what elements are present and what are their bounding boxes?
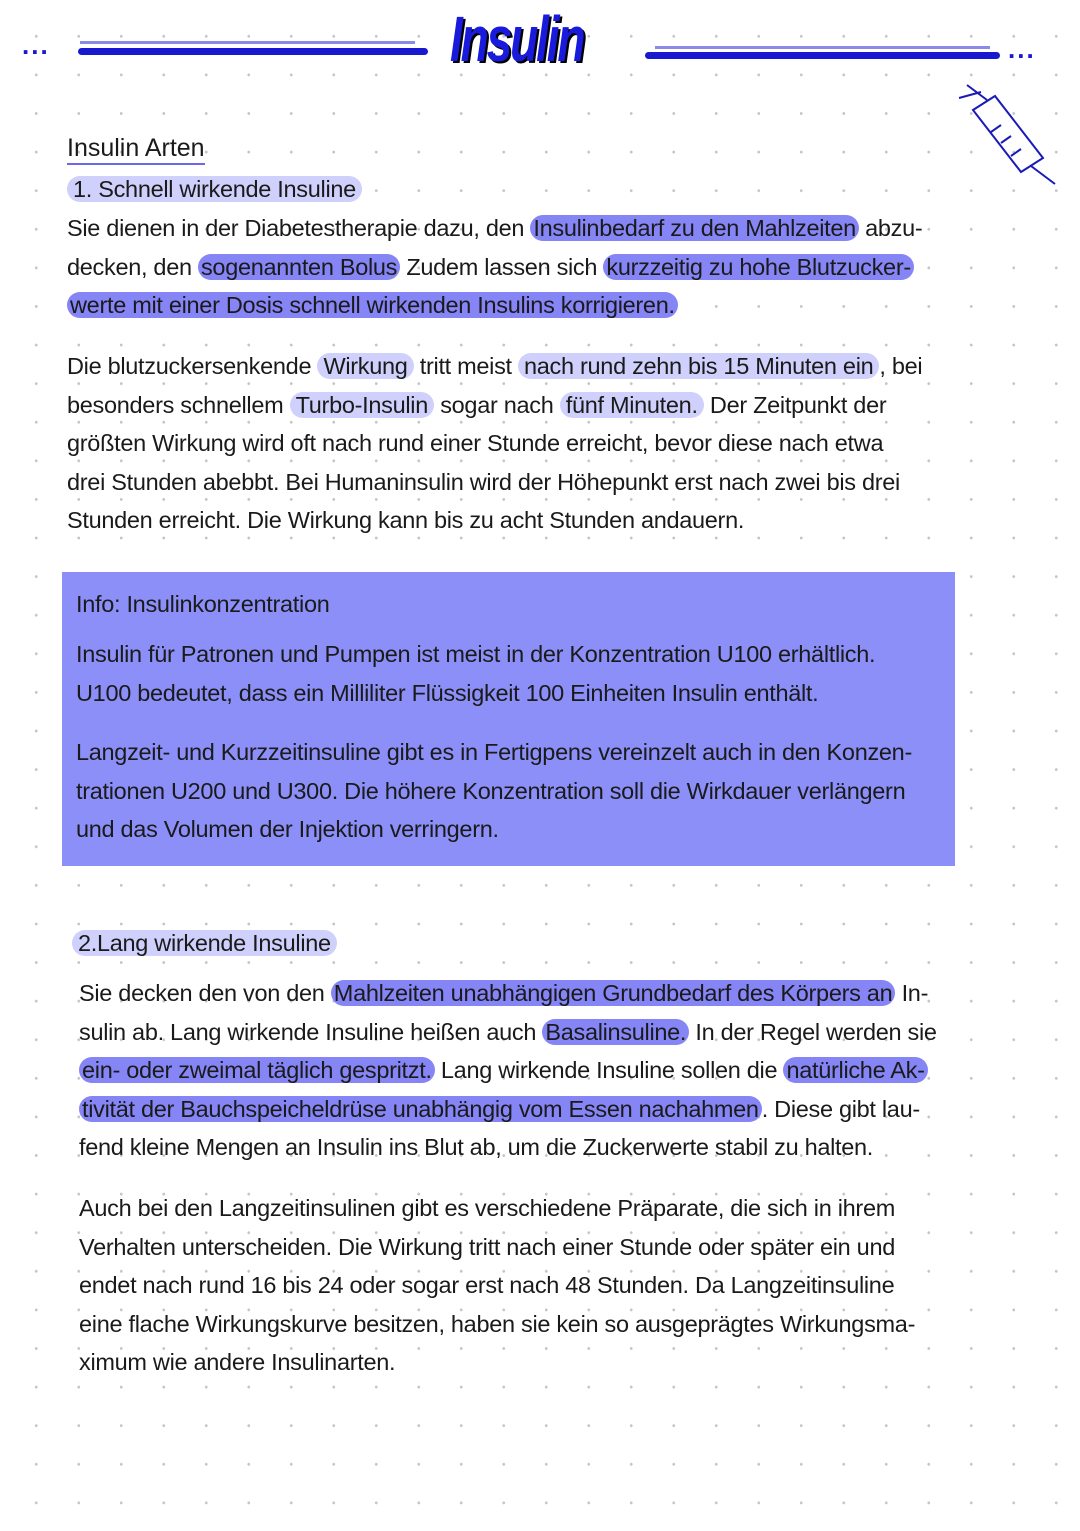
text: . Diese gibt lau- (761, 1095, 920, 1122)
text-line (67, 288, 678, 322)
header-dots-left: ... (22, 30, 50, 60)
text-line (67, 503, 744, 537)
title-rule-left (78, 48, 428, 55)
text-line (67, 465, 900, 499)
text: ximum wie andere Insulinarten. (79, 1349, 396, 1376)
text-line (76, 735, 912, 769)
text: Insulin für Patronen und Pumpen ist meist in der Konzentration U100 erhältlich. (76, 641, 876, 667)
text-line (79, 1015, 937, 1049)
highlighted-text: ein- oder zweimal täglich gespritzt. (79, 1057, 435, 1083)
text-line (79, 1092, 920, 1126)
text: Sie decken den von den (79, 980, 331, 1006)
text: Sie dienen in der Diabetestherapie dazu, den (67, 215, 531, 241)
text: In- (895, 980, 929, 1006)
text: Die blutzuckersenkende (67, 353, 318, 379)
text: trationen U200 und U300. Die höhere Konzentration soll die Wirkdauer verlängern (76, 777, 906, 804)
text: Stunden erreicht. Die Wirkung kann bis zu acht Stunden andauern. (67, 507, 745, 534)
page-title: Insulin (450, 3, 584, 75)
text-line (76, 812, 499, 846)
text-line (79, 1053, 928, 1087)
text: sulin ab. Lang wirkende Insuline heißen auch (79, 1018, 543, 1045)
highlighted-text: sogenannten Bolus (198, 254, 400, 280)
text-line (67, 250, 914, 284)
highlighted-text: natürliche Ak- (783, 1057, 927, 1083)
section2-heading: 2.Lang wirkende Insuline (72, 926, 337, 960)
syringe-icon (955, 80, 1065, 190)
text-line (76, 676, 818, 710)
highlighted-text: Insulinbedarf zu den Mahlzeiten (530, 215, 859, 241)
text: Zudem lassen sich (400, 253, 604, 280)
text: U100 bedeutet, dass ein Milliliter Flüssigkeit 100 Einheiten Insulin enthält. (76, 679, 819, 706)
text: Der Zeitpunkt der (703, 391, 887, 418)
text-line (67, 349, 922, 383)
text-line (76, 637, 875, 671)
title-rule-left-thin (80, 41, 415, 44)
title-rule-right (645, 52, 1000, 59)
text-line (79, 976, 928, 1010)
text: tritt meist (413, 353, 519, 379)
text: und das Volumen der Injektion verringern. (76, 816, 499, 843)
text: besonders schnellem (67, 391, 290, 418)
text: fend kleine Mengen an Insulin ins Blut ab, um die Zuckerwerte stabil zu halten. (79, 1134, 874, 1161)
section1-heading: 1. Schnell wirkende Insuline (67, 172, 362, 206)
text-line (67, 426, 883, 460)
text: sogar nach (433, 391, 560, 418)
text: größten Wirkung wird oft nach rund einer Stunde erreicht, bevor diese nach etwa (67, 430, 884, 457)
text: drei Stunden abebbt. Bei Humaninsulin wird der Höhepunkt erst nach zwei bis drei (67, 468, 900, 495)
text-line (79, 1268, 894, 1302)
text-line (79, 1345, 395, 1379)
text: decken, den (67, 253, 198, 280)
highlighted-text: Mahlzeiten unabhängigen Grundbedarf des Körpers an (331, 980, 896, 1006)
text: , bei (879, 353, 923, 379)
text: In der Regel werden sie (689, 1018, 937, 1045)
text: Langzeit- und Kurzzeitinsuline gibt es in Fertigpens vereinzelt auch in den Konzen- (76, 739, 912, 765)
text: Verhalten unterscheiden. Die Wirkung tritt nach einer Stunde oder später ein und (79, 1233, 895, 1260)
highlighted-text: kurzzeitig zu hohe Blutzucker- (603, 254, 913, 280)
section-heading: Insulin Arten (67, 133, 205, 165)
highlighted-text: tivität der Bauchspeicheldrüse unabhängig vom Essen nachahmen (79, 1096, 762, 1122)
text-line (79, 1130, 873, 1164)
title-rule-right-thin (655, 46, 990, 49)
text-line (79, 1191, 895, 1225)
text: Auch bei den Langzeitinsulinen gibt es verschiedene Präparate, die sich in ihrem (79, 1195, 895, 1221)
text-line (67, 211, 922, 245)
text-line (76, 774, 905, 808)
text: Lang wirkende Insuline sollen die (434, 1057, 784, 1084)
text-line (67, 388, 886, 422)
text: abzu- (858, 215, 923, 241)
highlighted-text: Basalinsuline. (542, 1019, 689, 1045)
text-line (79, 1230, 895, 1264)
header-dots-right: ... (1008, 34, 1036, 64)
text: eine flache Wirkungskurve besitzen, haben sie kein so ausgeprägtes Wirkungsma- (79, 1310, 916, 1337)
highlighted-text: nach rund zehn bis 15 Minuten ein (518, 353, 879, 379)
highlighted-text: Turbo-Insulin (290, 392, 434, 418)
text-line (79, 1307, 915, 1341)
highlighted-text: werte mit einer Dosis schnell wirkenden Insulins korrigieren. (67, 292, 678, 318)
text: endet nach rund 16 bis 24 oder sogar erst nach 48 Stunden. Da Langzeitinsuline (79, 1272, 895, 1299)
highlighted-text: Wirkung (317, 353, 413, 379)
highlighted-text: fünf Minuten. (560, 392, 704, 418)
info-title: Info: Insulinkonzentration (76, 591, 330, 617)
